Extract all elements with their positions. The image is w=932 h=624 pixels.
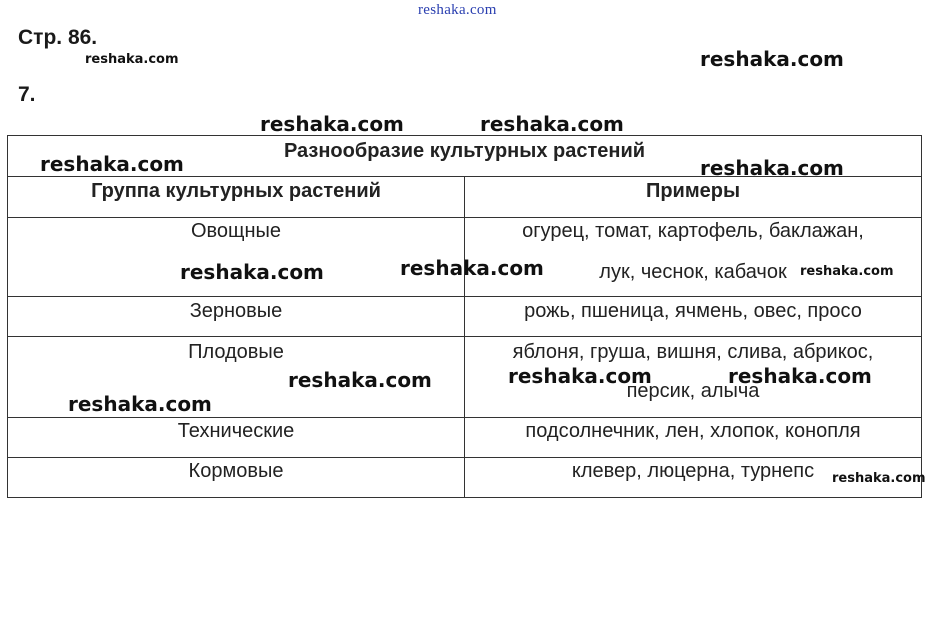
- watermark: reshaka.com: [508, 364, 652, 388]
- cell-group: Кормовые: [188, 460, 284, 482]
- watermark: reshaka.com: [40, 152, 184, 176]
- watermark: reshaka.com: [700, 156, 844, 180]
- cell-examples: персик, алыча: [626, 380, 760, 402]
- watermark: reshaka.com: [800, 264, 894, 279]
- plants-table: [7, 135, 922, 498]
- watermark: reshaka.com: [85, 52, 179, 67]
- cell-group: Технические: [177, 420, 295, 442]
- table-title: Разнообразие культурных растений: [283, 140, 646, 162]
- cell-examples: рожь, пшеница, ячмень, овес, просо: [524, 300, 862, 322]
- cell-group: Овощные: [190, 220, 282, 242]
- task-number: 7.: [18, 83, 36, 106]
- cell-examples: подсолнечник, лен, хлопок, конопля: [525, 420, 861, 442]
- watermark: reshaka.com: [400, 256, 544, 280]
- cell-examples: огурец, томат, картофель, баклажан,: [522, 220, 864, 242]
- page-reference: Стр. 86.: [18, 26, 98, 49]
- column-header-examples: Примеры: [645, 180, 741, 202]
- watermark: reshaka.com: [480, 112, 624, 136]
- watermark: reshaka.com: [728, 364, 872, 388]
- watermark: reshaka.com: [832, 471, 926, 486]
- column-header-group: Группа культурных растений: [91, 180, 381, 202]
- watermark: reshaka.com: [68, 392, 212, 416]
- cell-examples: лук, чеснок, кабачок: [599, 261, 787, 283]
- watermark: reshaka.com: [260, 112, 404, 136]
- watermark: reshaka.com: [288, 368, 432, 392]
- cell-examples: клевер, люцерна, турнепс: [571, 460, 815, 482]
- watermark: reshaka.com: [180, 260, 324, 284]
- cell-group: Зерновые: [189, 300, 283, 322]
- cell-examples: яблоня, груша, вишня, слива, абрикос,: [512, 341, 874, 363]
- cell-group: Плодовые: [188, 341, 284, 363]
- watermark: reshaka.com: [700, 47, 844, 71]
- watermark-top: reshaka.com: [418, 2, 497, 18]
